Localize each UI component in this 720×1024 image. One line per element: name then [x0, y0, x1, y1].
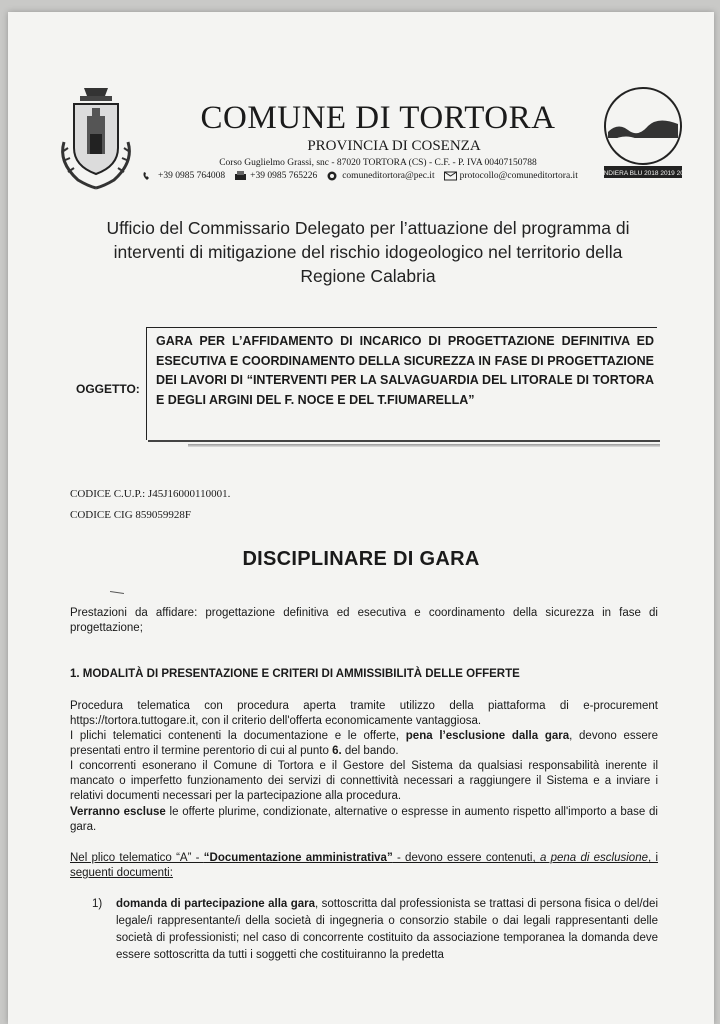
list-number: 1) — [92, 898, 103, 910]
codes-block — [70, 484, 230, 526]
fax-icon — [234, 171, 247, 181]
address-line: Corso Guglielmo Grassi, snc - 87020 TORTORA (CS) - C.F. - P. IVA 00407150788 — [219, 158, 537, 168]
paragraph-procedura: Procedura telematica con procedura aperta tramite utilizzo della piattaforma di e-procurement https://tortora.tuttogare.it, con il criterio dell'offerta economicamente vantaggiosa. — [70, 700, 658, 727]
page-title: COMUNE DI TORTORA — [200, 100, 556, 136]
blue-flag-emblem-icon — [594, 88, 692, 180]
envelope-icon — [444, 171, 457, 181]
paragraph-escluse: Verranno escluse le offerte plurime, condizionate, alternative o espresse in aumento rispetto all'importo a base di gara. — [70, 806, 658, 833]
oggetto-box-shadow — [188, 444, 660, 447]
list-text: domanda di partecipazione alla gara, sottoscritta dal professionista se trattasi di persona fisica o del/dei legale/i rappresentante/i della società di ingegneria o consorzio stabile o dai legali rappresentanti delle società di professionisti; nel caso di concorrente costituito da associazione temporanea la domanda deve essere sottoscritta da tutti i soggetti che costituiranno la predetta — [116, 898, 658, 961]
flag-caption: BANDIERA BLU 2018 2019 2020 — [594, 170, 692, 177]
paragraph-esonero: I concorrenti esonerano il Comune di Tortora e il Gestore del Sistema da qualsiasi responsabilità inerente il mancato o imperfetto funzionamento dei servizi di connettività necessari a raggiungere il Sistema e a inviare i relativi documenti necessari per la partecipazione alla procedura. — [70, 760, 658, 802]
office-heading: Ufficio del Commissario Delegato per l’attuazione del programma di interventi di mitigazione del rischio idogeologico nel territorio della Regione Calabria — [106, 218, 630, 286]
phone-icon — [142, 171, 155, 181]
phone-contact: +39 0985 764008 — [142, 171, 225, 181]
list-item — [92, 896, 658, 964]
oggetto-box-border — [148, 440, 660, 442]
cup-code: CODICE C.U.P.: J45J16000110001. — [70, 488, 231, 500]
protocol-contact: protocollo@comuneditortora.it — [444, 171, 578, 181]
document-page — [8, 12, 714, 1024]
fax-contact: +39 0985 765226 — [234, 171, 317, 181]
oggetto-text: GARA PER L’AFFIDAMENTO DI INCARICO DI PROGETTAZIONE DEFINITIVA ED ESECUTIVA E COORDINAMENTO DELLA SICUREZZA IN FASE DI PROGETTAZIONE DEI LAVORI DI “INTERVENTI PER LA SALVAGUARDIA DEL LITORALE DI TORTORA E DEGLI ARGINI DEL F. NOCE E DEL T.FIUMARELLA” — [156, 334, 654, 407]
prestazioni-paragraph: Prestazioni da affidare: progettazione definitiva ed esecutiva e coordinamento della sicurezza in fase di progettazione; — [70, 607, 658, 634]
pen-mark — [110, 591, 124, 594]
oggetto-label: OGGETTO: — [76, 382, 140, 396]
paragraph-plichi: I plichi telematici contenenti la documentazione e le offerte, pena l’esclusione dalla gara, devono essere presentati entro il termine perentorio di cui al punto 6. del bando. — [70, 730, 658, 757]
document-title: DISCIPLINARE DI GARA — [242, 548, 480, 570]
email-icon — [326, 171, 339, 181]
province-label: PROVINCIA DI COSENZA — [307, 138, 481, 154]
section-1-heading: 1. MODALITÀ DI PRESENTAZIONE E CRITERI DI AMMISSIBILITÀ DELLE OFFERTE — [70, 668, 520, 680]
cig-code: CODICE CIG 859059928F — [70, 509, 192, 521]
contacts-row — [142, 171, 612, 181]
pec-contact: comuneditortora@pec.it — [326, 171, 434, 181]
municipal-crest-icon — [54, 82, 138, 192]
paragraph-plico-a: Nel plico telematico “A” - “Documentazione amministrativa” - devono essere contenuti, a pena di esclusione, i seguenti documenti: — [70, 852, 659, 879]
